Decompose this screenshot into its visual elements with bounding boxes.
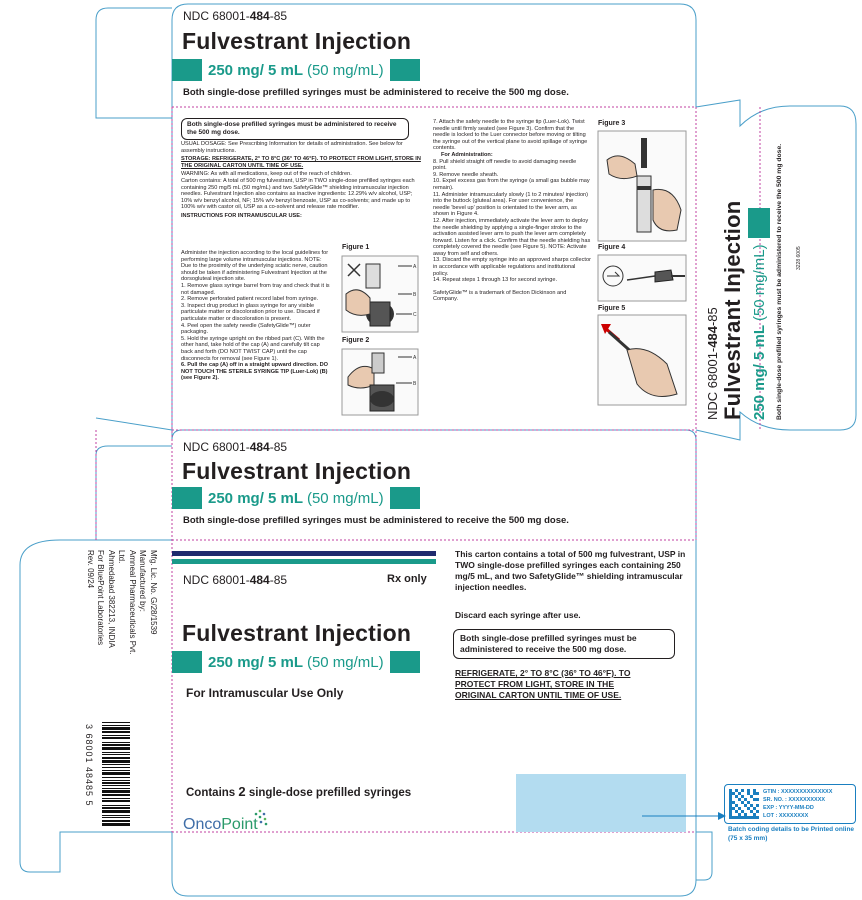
back-boxed-notice: Both single-dose prefilled syringes must be administered to receive the 500 mg dose. (181, 118, 409, 140)
front-boxed-notice: Both single-dose prefilled syringes must be administered to receive the 500 mg dose. (453, 629, 675, 659)
datamatrix-cell (735, 795, 738, 798)
step-14: 14. Repeat steps 1 through 13 for second syringe. (433, 277, 558, 284)
datamatrix-cell (756, 816, 759, 819)
datamatrix-cell (744, 804, 747, 807)
barcode-bar (102, 735, 130, 736)
barcode-bar (102, 742, 130, 743)
datamatrix-cell (756, 804, 759, 807)
datamatrix-cell (735, 816, 738, 819)
datamatrix-cell (756, 792, 759, 795)
datamatrix-cell (756, 798, 759, 801)
barcode-bar (102, 788, 130, 789)
front-ndc: NDC 68001-484-85 (183, 573, 288, 587)
navy-stripe (172, 551, 436, 556)
figure-5-label: Figure 5 (598, 305, 626, 312)
side-panel-ndc: NDC 68001-484-85 (705, 307, 720, 420)
barcode-bar (102, 820, 130, 822)
barcode-digits: 3 68001 48485 5 (84, 724, 94, 807)
barcode-bar (102, 754, 130, 755)
datamatrix-cell (744, 798, 747, 801)
barcode-bar (102, 777, 130, 778)
datamatrix-cell (729, 813, 732, 816)
back-left-column (181, 141, 421, 220)
barcode-bar (102, 757, 130, 759)
datamatrix-cell (750, 804, 753, 807)
barcode-bar (102, 770, 130, 771)
front-description: This carton contains a total of 500 mg fulvestrant, USP in TWO single-dose prefilled syringes each containing 250 mg/5 mL, and two SafetyGlide™ shielding intramuscular injection needles. (455, 549, 686, 592)
top-flap-notice: Both single-dose prefilled syringes must be administered to receive the 500 mg dose. (183, 87, 569, 98)
datamatrix-cell (744, 813, 747, 816)
step-12: 12. After injection, immediately activate the lever arm to deploy the needle shielding by applying a single-finger stroke to the activation assisted lever arm to push the lever arm completely forward. Listen for a click. Confirm that the needle shielding has completely covered the needle (see Figure 5). NOTE: Activate away from self and others. (433, 217, 591, 257)
mfg-line-4: Ahmedabad 382213, INDIA (107, 550, 116, 648)
datamatrix-cell (735, 789, 738, 792)
logo-dots-icon (252, 808, 270, 830)
front-route: For Intramuscular Use Only (186, 686, 344, 700)
barcode-bar (102, 737, 130, 739)
oncopoint-logo: OncoPoint (183, 816, 258, 833)
step-10: 10. Expel excess gas from the syringe (a small gas bubble may remain). (433, 178, 590, 191)
datamatrix-cell (747, 816, 750, 819)
barcode-bar (102, 790, 130, 793)
barcode-bar (102, 780, 130, 781)
middle-flap-strength-band (172, 487, 442, 509)
for-administration-heading: For Administration: (441, 151, 493, 158)
datamatrix-cell (753, 816, 756, 819)
step-2: 2. Remove perforated patient record label from syringe. (181, 296, 319, 303)
middle-flap-ndc: NDC 68001-484-85 (183, 440, 288, 454)
datamatrix-cell (753, 792, 756, 795)
side-panel-title: Fulvestrant Injection (720, 200, 745, 420)
batch-caption: Batch coding details to be Printed online (75 x 35 mm) (728, 826, 855, 842)
datamatrix-cell (741, 789, 744, 792)
batch-coding-area (516, 774, 686, 832)
barcode-bar (102, 817, 130, 818)
datamatrix-cell (738, 807, 741, 810)
datamatrix-cell (729, 807, 732, 810)
teal-bar-left (172, 59, 202, 81)
datamatrix-cell (729, 795, 732, 798)
barcode-bar (102, 815, 130, 816)
barcode-bar (102, 747, 130, 750)
figure-2-illustration (340, 347, 420, 417)
warning-text: WARNING: As with all medications, keep out of the reach of children. (181, 171, 352, 178)
svg-text:A: A (413, 355, 417, 361)
barcode-bar (102, 807, 130, 809)
step-9: 9. Remove needle sheath. (433, 171, 499, 178)
step-6: 6. Pull the cap (A) off in a straight upward direction. DO NOT TOUCH THE STERILE SYRINGE TIP (Luer-Lok) (B) (see Figure 2). (181, 362, 329, 382)
instructions-heading: INSTRUCTIONS FOR INTRAMUSCULAR USE: (181, 212, 302, 219)
storage-text: STORAGE: REFRIGERATE, 2° TO 8°C (36° TO 46°F). TO PROTECT FROM LIGHT, STORE IN THE ORIGINAL CARTON UNTIL TIME OF USE. (181, 156, 421, 169)
datamatrix-cell (747, 792, 750, 795)
datamatrix-cell (753, 813, 756, 816)
middle-flap-strength: 250 mg/ 5 mL (50 mg/mL) (208, 489, 384, 507)
front-strength-band (172, 651, 442, 673)
datamatrix-cell (750, 795, 753, 798)
mfg-line-6: Rev. 09/24 (86, 550, 95, 589)
usual-dosage-text: USUAL DOSAGE: See Prescribing Information for details of administration. See below for assembly instructions. (181, 141, 403, 154)
datamatrix-cell (729, 801, 732, 804)
figure-5-illustration (597, 314, 687, 406)
datamatrix-cell (732, 816, 735, 819)
top-flap-title: Fulvestrant Injection (182, 28, 412, 54)
top-flap-strength-band (172, 59, 442, 81)
front-discard: Discard each syringe after use. (455, 610, 581, 620)
barcode-bar (102, 764, 130, 765)
barcode-bar (102, 727, 130, 730)
side-teal-bar (748, 208, 770, 238)
figure-3-label: Figure 3 (598, 120, 626, 127)
svg-text:B: B (413, 292, 417, 298)
barcode-bar (102, 760, 130, 763)
datamatrix-icon (729, 789, 759, 819)
side-panel-strength: 250 mg/ 5 mL (50 mg/mL) (750, 244, 768, 420)
step-5: 5. Hold the syringe upright on the ribbed part (C). With the other hand, take hold of the cap (A) and carefully tilt cap back and forth (DO NOT TWIST CAP) until the cap disconnects for removal (see Figure 1). (181, 335, 325, 362)
figure-2-label: Figure 2 (342, 337, 370, 344)
teal-stripe (172, 559, 436, 564)
back-right-column (433, 119, 591, 303)
datamatrix-cell (750, 816, 753, 819)
barcode-bar (102, 823, 130, 826)
top-flap-ndc: NDC 68001-484-85 (183, 9, 288, 23)
trademark-text: SafetyGlide™ is a trademark of Becton Dickinson and Company. (433, 289, 567, 303)
barcode-bar (102, 798, 130, 799)
datamatrix-cell (729, 804, 732, 807)
front-title: Fulvestrant Injection (182, 620, 412, 646)
barcode-bar (102, 785, 130, 786)
datamatrix-cell (747, 807, 750, 810)
datamatrix-cell (732, 801, 735, 804)
barcode-bar (102, 800, 130, 802)
barcode-bar (102, 767, 130, 768)
datamatrix-cell (753, 789, 756, 792)
datamatrix-cell (738, 798, 741, 801)
pointer-arrow-icon (640, 810, 726, 822)
mfg-line-2: Manufactured by: (138, 550, 148, 612)
step-3: 3. Inspect drug product in glass syringe for any visible particulate matter or discoloration prior to use. Discard if particulate matter or discoloration is present. (181, 302, 320, 322)
step-13: 13. Discard the empty syringe into an approved sharps collector in accordance with applicable regulations and institutional policy. (433, 257, 591, 277)
front-storage: REFRIGERATE, 2° TO 8°C (36° TO 46°F). TO PROTECT FROM LIGHT, STORE IN THE ORIGINAL CARTON UNTIL TIME OF USE. (455, 668, 631, 700)
figure-1-label: Figure 1 (342, 244, 370, 251)
datamatrix-cell (744, 816, 747, 819)
teal-bar-right (390, 59, 420, 81)
figure-4-illustration (597, 254, 687, 302)
datamatrix-cell (753, 807, 756, 810)
datamatrix-cell (729, 816, 732, 819)
datamatrix-cell (750, 810, 753, 813)
datamatrix-cell (729, 792, 732, 795)
step-1: 1. Remove glass syringe barrel from tray and check that it is not damaged. (181, 282, 330, 296)
datamatrix-cell (753, 798, 756, 801)
svg-text:C: C (413, 312, 417, 318)
barcode-bar (102, 794, 130, 796)
back-instructions-column (181, 250, 331, 382)
svg-text:B: B (413, 381, 417, 387)
mfg-line-5: For BluePoint Laboratories (96, 550, 106, 646)
middle-flap-title: Fulvestrant Injection (182, 458, 412, 484)
front-strength: 250 mg/ 5 mL (50 mg/mL) (208, 653, 384, 671)
mfg-line-3: Amneal Pharmaceuticals Pvt. Ltd. (117, 550, 137, 655)
barcode-bar (102, 805, 130, 806)
step-7: 7. Attach the safety needle to the syringe tip (Luer-Lok). Twist needle until firmly seated (see Figure 3). Confirm that the needle is locked to the Luer connector before moving or tilting the syringe out of the vertical plane to avoid spillage of syringe contents. (433, 119, 588, 152)
datamatrix-cell (747, 789, 750, 792)
rx-only: Rx only (387, 573, 427, 585)
barcode (102, 722, 130, 828)
datamatrix-cell (735, 810, 738, 813)
batch-fields: GTIN : XXXXXXXXXXXXXX SR. NO. : XXXXXXXXXX EXP : YYYY-MM-DD LOT : XXXXXXXX (763, 789, 833, 819)
mfg-line-1: Mfg. Lic. No. G/28/1539 (149, 550, 158, 635)
side-panel (700, 100, 860, 420)
datamatrix-cell (747, 801, 750, 804)
barcode-bar (102, 744, 130, 746)
datamatrix-cell (729, 798, 732, 801)
side-panel-strength-band (748, 208, 770, 420)
teal-bar-left (172, 651, 202, 673)
teal-bar-right (390, 651, 420, 673)
step-8: 8. Pull shield straight off needle to avoid damaging needle point. (433, 158, 577, 172)
batch-label (724, 784, 856, 824)
svg-text:A: A (413, 264, 417, 270)
datamatrix-cell (729, 810, 732, 813)
manufacturer-block (58, 550, 158, 670)
datamatrix-cell (741, 810, 744, 813)
top-flap-strength: 250 mg/ 5 mL (50 mg/mL) (208, 61, 384, 79)
datamatrix-cell (738, 816, 741, 819)
barcode-bar (102, 772, 130, 775)
barcode-bar (102, 810, 130, 813)
figure-3-illustration (597, 130, 687, 242)
teal-bar-right (390, 487, 420, 509)
front-count: Contains 2 single-dose prefilled syringes (186, 784, 412, 799)
figure-1-illustration (340, 254, 420, 334)
barcode-bar (102, 722, 130, 723)
step-11: 11. Administer intramuscularly slowly (1 to 2 minutes/ injection) into the buttock (gluteal area). For user convenience, the needle 'bevel up' position is orientated to the lever arm, as shown in Figure 4. (433, 191, 589, 218)
datamatrix-cell (756, 810, 759, 813)
figure-4-label: Figure 4 (598, 244, 626, 251)
datamatrix-cell (741, 816, 744, 819)
side-panel-code: 3228 6005 (796, 246, 802, 270)
side-panel-notice: Both single-dose prefilled syringes must be administered to receive the 500 mg dose. (776, 143, 783, 420)
barcode-bar (102, 752, 130, 753)
datamatrix-cell (732, 807, 735, 810)
datamatrix-cell (732, 792, 735, 795)
datamatrix-cell (741, 801, 744, 804)
teal-bar-left (172, 487, 202, 509)
barcode-bar (102, 731, 130, 733)
datamatrix-cell (738, 813, 741, 816)
barcode-bar (102, 725, 130, 726)
middle-flap-notice: Both single-dose prefilled syringes must be administered to receive the 500 mg dose. (183, 515, 569, 526)
datamatrix-cell (729, 789, 732, 792)
datamatrix-cell (735, 804, 738, 807)
barcode-bar (102, 782, 130, 784)
instructions-intro: Administer the injection according to the local guidelines for performing large volume intramuscular injections. NOTE: Due to the proximity of the underlying sciatic nerve, caution should be taken if administering Fulvestrant Injection at the dorsogluteal injection site. (181, 250, 329, 283)
contents-text: Carton contains: A total of 500 mg fulvestrant, USP in TWO single-dose prefilled syringes each containing 250 mg/5 mL (50 mg/mL) and two SafetyGlide™ shielding intramuscular injection needles. Fulvestrant Injection also contains as inactive ingredients: 12.29% w/v alcohol, USP; 10% w/v benzyl alcohol, NF; 15% w/v benzyl benzoate, USP as co-solvents; and made up to 100% w/v with castor oil, USP as a co-solvent and release rate modifier. (181, 177, 415, 211)
step-4: 4. Peel open the safety needle (SafetyGlide™) outer packaging. (181, 322, 311, 336)
datamatrix-cell (741, 795, 744, 798)
datamatrix-cell (738, 792, 741, 795)
